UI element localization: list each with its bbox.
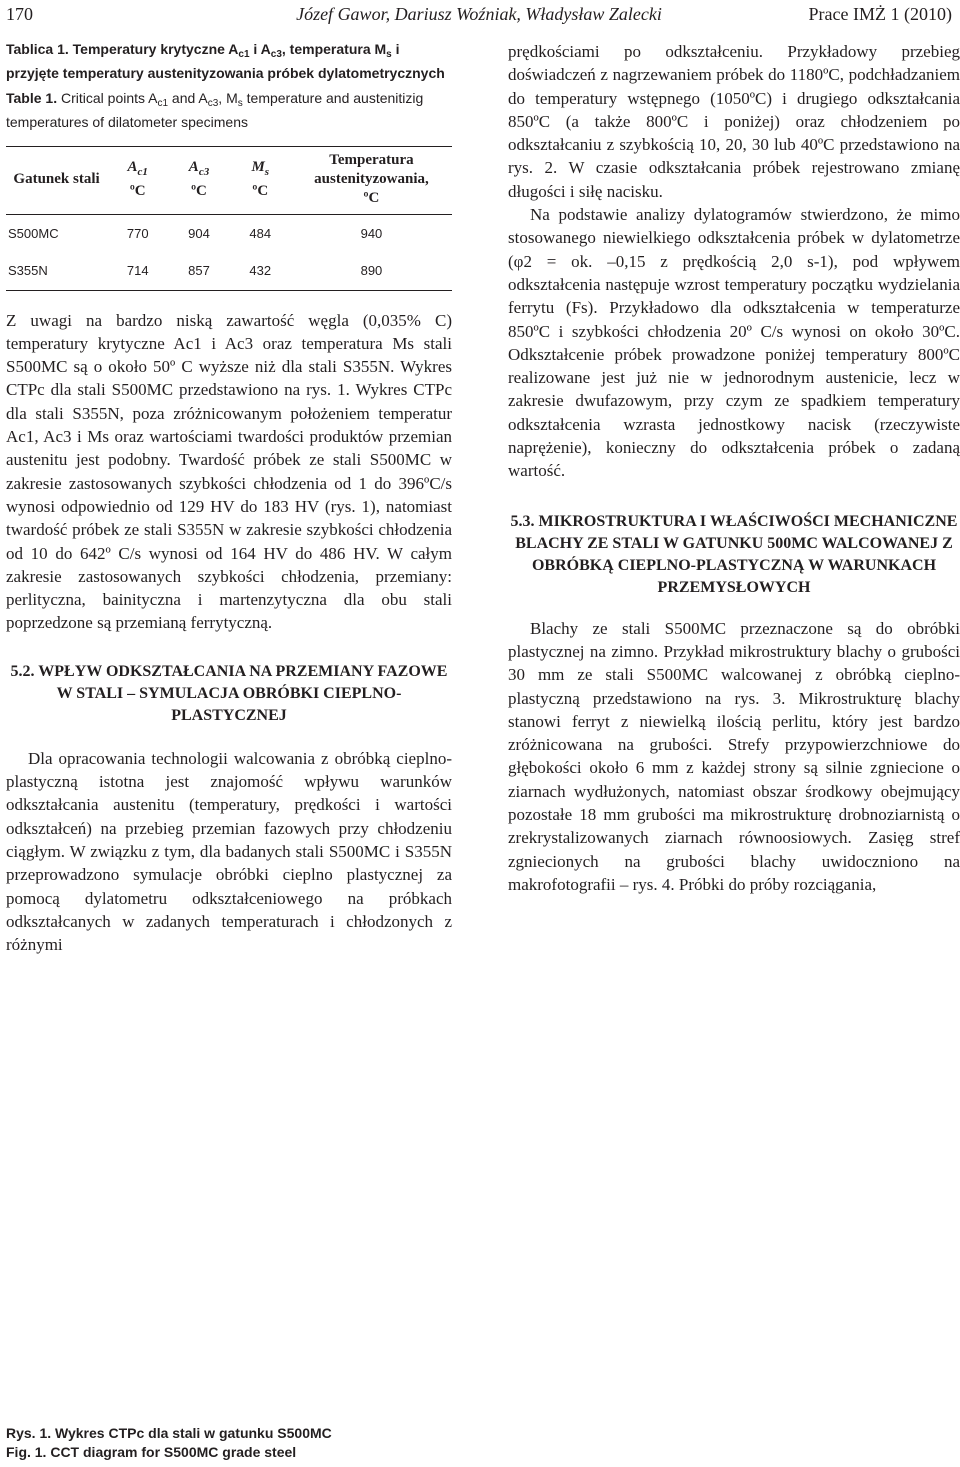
paragraph: Z uwagi na bardzo niską zawartość węgla (0,035% C) temperatury krytyczne Ac1 i Ac3 oraz temperatura Ms stali S500MC są o około 50º C wyższe niż dla stali S355N. Wykres CTPc dla stali S500MC przedstawiono na rys. 1. Wykres CTPc dla stali S355N, poza zróżnicowanym położeniem temperatur Ac1, Ac3 i Ms oraz wartościami twardości produktów przemian austenitu jest podobny. Twardość próbek ze stali S500MC w zakresie zastosowanych szybkości chłodzenia od 1 do 396ºC/s wynosi odpowiednio od 129 HV do 183 HV (rys. 1), natomiast twardość próbek ze stali S355N w zakresie szybkości chłodzenia od 10 do 642º C/s wynosi od 164 HV do 486 HV. W całym zakresie zastosowanych szybkości chłodzenia, przemiany: perlityczna, bainityczna i martenzytyczna dla obu stali poprzedzone są przemianą ferrytyczną. bbox=[6, 310, 452, 633]
figure-caption-en: Fig. 1. CCT diagram for S500MC grade steel bbox=[6, 1444, 297, 1460]
cell-ac3: 857 bbox=[168, 252, 229, 290]
section-heading-5-2: 5.2. WPŁYW ODKSZTAŁCANIA NA PRZEMIANY FAZOWE W STALI – SYMULACJA OBRÓBKI CIEPLNO-PLASTYCZNEJ bbox=[10, 662, 448, 724]
cell-ms: 432 bbox=[230, 252, 291, 290]
critical-points-table bbox=[6, 146, 452, 291]
paragraph: Na podstawie analizy dylatogramów stwierdzono, że mimo stosowanego niewielkiego odkształcenia próbek w dylatometrze (φ2 = ok. –0,15 z prędkością 2,0 s-1), pod wpływem odkształcenia następuje wzrost temperatury początku wydzielania ferrytu (Fs). Przykładowo dla odkształcenia w temperaturze 850ºC i szybkości chłodzenia 20º C/s wynosi on około 30ºC. Odkształcenie próbek prowadzone poniżej temperatury 800ºC realizowane jest już nie w jednorodnym austenicie, lecz w zakresie dwufazowym, przy czym ze spadkiem temperatury odkształcenia wzrasta jednostkowy nacisk (rzeczywiste naprężenie), konieczny do odkształcenia próbek o zadaną wartość. bbox=[508, 205, 960, 481]
cell-temp: 940 bbox=[360, 226, 383, 241]
page-number: 170 bbox=[6, 4, 33, 24]
col-ac3: $A_{c3}$ ºC bbox=[168, 147, 229, 215]
header-journal: Prace IMŻ 1 (2010) bbox=[808, 4, 952, 24]
figure-caption-pl: Rys. 1. Wykres CTPc dla stali w gatunku S500MC bbox=[6, 1425, 332, 1441]
paragraph: Blachy ze stali S500MC przeznaczone są do obróbki plastycznej na zimno. Przykład mikrostruktury blachy o grubości 30 mm ze stali S500MC walcowanej z obróbką cieplno-plastyczną przedstawiono na rys. 3. Mikrostrukturę blachy stanowi ferryt z niewielką ilością perlitu, który jest bardzo zróżnicowana na grubości. Strefy przypowierzchniowe do głębokości około 6 mm z każdej strony są silnie zgniecione o ziarnach wydłużonych, natomiast obszar środkowy obejmujący pozostałe 18 mm grubości ma mikrostrukturę drobnoziarnistą o zrekrystalizowanych ziarnach równoosiowych. Zasięg stref zgniecionych na grubości blachy uwidoczniono na makrofotografii – rys. 4. Próbki do próby rozciągania, bbox=[508, 618, 960, 894]
cell-ac1: 770 bbox=[126, 226, 149, 241]
col-ac1: $A_{c1}$ ºC bbox=[107, 147, 168, 215]
table-caption-en: Table 1. Critical points $A_{c1}$ and $A_{c3}$, $M_s$ temperature and austenitizig temperatures of dilatometer specimens bbox=[6, 90, 424, 130]
table-row bbox=[6, 215, 452, 253]
table-caption-pl: Tablica 1. Temperatury krytyczne $A_{c1}$ i $A_{c3}$, temperatura $M_s$ i przyjęte temperatury austenityzowania próbek dylatometrycznych bbox=[6, 41, 445, 81]
col-ms: $M_s$ ºC bbox=[230, 147, 291, 215]
cell-ms: 484 bbox=[249, 226, 272, 241]
paragraph: Dla opracowania technologii walcowania z obróbką cieplno-plastyczną istotna jest znajomość wpływu warunków odkształcania austenitu (temperatury, prędkości i wartości odkształceń) na przebieg przemian fazowych przy chłodzeniu ciągłym. W związku z tym, dla badanych stali S500MC i S355N przeprowadzono symulacje obróbki cieplno plastycznej za pomocą dylatometru odkształceniowego na próbkach odkształcanych w zadanych temperaturach i chłodzonych z różnymi bbox=[6, 748, 452, 955]
cell-grade: S500MC bbox=[8, 226, 59, 241]
section-heading-5-3: 5.3. MIKROSTRUKTURA I WŁAŚCIWOŚCI MECHANICZNE BLACHY ZE STALI W GATUNKU 500MC WALCOWANEJ Z OBRÓBKĄ CIEPLNO-PLASTYCZNĄ W WARUNKACH PRZEMYSŁOWYCH bbox=[510, 512, 958, 596]
col-grade: Gatunek stali bbox=[6, 147, 107, 215]
paragraph: prędkościami po odkształceniu. Przykładowy przebieg doświadczeń z nagrzewaniem próbek do 1180ºC, podchładzaniem do temperatury wstępnego (1050ºC) i drugiego odkształcania 850ºC (a także 800ºC i poniżej) oraz chłodzeniem po odkształcaniu z szybkością 10, 20, 30 lub 40ºC przedstawiono na rys. 2. W czasie odkształcania próbek rejestrowano zmianę długości i siłę nacisku. bbox=[508, 42, 960, 201]
col-temp: Temperatura austenityzowania, ºC bbox=[291, 147, 452, 215]
cell-grade: S355N bbox=[6, 252, 107, 290]
cell-ac1: 714 bbox=[107, 252, 168, 290]
header-authors: Józef Gawor, Dariusz Woźniak, Władysław Zalecki bbox=[296, 4, 662, 24]
page-header bbox=[6, 4, 952, 30]
left-column bbox=[6, 40, 452, 956]
right-column bbox=[508, 40, 960, 896]
table-header-row bbox=[6, 147, 452, 215]
figure-caption bbox=[6, 1424, 332, 1462]
cell-ac3: 904 bbox=[188, 226, 210, 241]
cell-temp: 890 bbox=[291, 252, 452, 290]
table-row bbox=[6, 252, 452, 290]
